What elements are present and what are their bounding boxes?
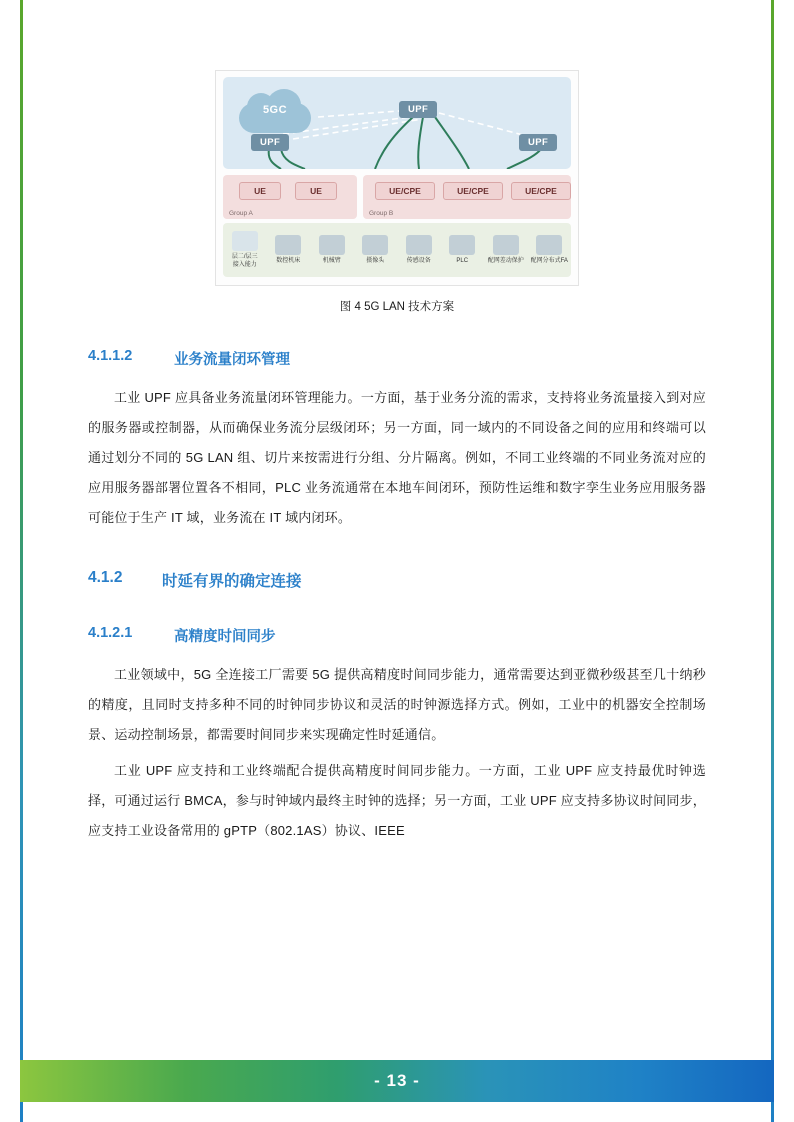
sensor-icon (406, 235, 432, 255)
heading-title-4-1-2-1: 高精度时间同步 (174, 629, 276, 645)
distributed-fa-icon (536, 235, 562, 255)
heading-4-1-1-2 (88, 348, 706, 369)
page-footer (20, 1060, 774, 1102)
figure-device-strip (223, 223, 571, 277)
grid-protection-icon (493, 235, 519, 255)
device-label-7: 配网分布式FA (530, 257, 568, 264)
group-b-node-0: UE/CPE (375, 182, 435, 200)
figure-caption: 图 4 5G LAN 技术方案 (339, 301, 455, 313)
robot-arm-icon (319, 235, 345, 255)
device-label-0b: 接入能力 (232, 261, 257, 268)
paragraph-4-1-2-1-1: 工业 UPF 应支持和工业终端配合提供高精度时间同步能力。一方面，工业 UPF 应支持最优时钟选择，可通过运行 BMCA，参与时钟域内最终主时钟的选择；另一方面，工业 UPF 应支持多协议时间同步，应支持工业设备常用的 gPTP（802.1AS）协议、IEEE (88, 763, 706, 838)
device-item-6 (484, 235, 528, 266)
figure-terminal-groups (223, 175, 571, 219)
heading-title-4-1-1-2: 业务流量闭环管理 (174, 352, 290, 368)
figure-block (88, 70, 706, 314)
device-label-0: 层二/层三 (231, 254, 258, 260)
group-b-label: Group B (369, 210, 394, 217)
page-right-rule (771, 0, 774, 1122)
upf-node-top: UPF (399, 101, 437, 118)
device-item-5 (441, 235, 485, 266)
heading-4-1-2 (88, 569, 706, 591)
heading-number-4-1-1-2: 4.1.1.2 (88, 348, 133, 364)
device-item-3 (354, 235, 398, 266)
device-item-4 (397, 235, 441, 266)
device-label-1: 数控机床 (276, 257, 301, 264)
page-content (88, 70, 706, 852)
page-number: - 13 - (374, 1071, 420, 1090)
upf-node-left: UPF (251, 134, 289, 151)
device-label-2: 机械臂 (322, 257, 341, 264)
device-item-2 (310, 235, 354, 266)
paragraph-4-1-2-1-0: 工业领域中，5G 全连接工厂需要 5G 提供高精度时间同步能力，通常需要达到亚微秒级甚至几十纳秒的精度，且同时支持多种不同的时钟同步协议和灵活的时钟源选择方式。例如，工业中的机器安全控制场景、运动控制场景，都需要时间同步来实现确定性时延通信。 (88, 667, 706, 742)
heading-number-4-1-2: 4.1.2 (88, 569, 123, 586)
cnc-machine-icon (275, 235, 301, 255)
heading-number-4-1-2-1: 4.1.2.1 (88, 625, 133, 641)
group-a-box (223, 175, 357, 219)
upf-node-right: UPF (519, 134, 557, 151)
heading-4-1-2-1 (88, 625, 706, 646)
figure-5g-lan-diagram (215, 70, 579, 286)
plc-icon (449, 235, 475, 255)
group-a-label: Group A (229, 210, 253, 217)
device-item-1 (267, 235, 311, 266)
heading-title-4-1-2: 时延有界的确定连接 (162, 573, 302, 590)
group-b-node-1: UE/CPE (443, 182, 503, 200)
network-layer-icon (232, 231, 258, 251)
group-b-node-2: UE/CPE (511, 182, 571, 200)
device-item-7 (528, 235, 572, 266)
figure-core-network-area (223, 77, 571, 169)
device-label-4: 传感设备 (406, 257, 431, 264)
device-item-0 (223, 231, 267, 269)
group-b-box (363, 175, 571, 219)
device-label-6: 配网差动保护 (487, 257, 524, 264)
paragraph-4-1-1-2-0: 工业 UPF 应具备业务流量闭环管理能力。一方面，基于业务分流的需求，支持将业务流量接入到对应的服务器或控制器，从而确保业务流分层级闭环；另一方面，同一域内的不同设备之间的应用和终端可以通过划分不同的 5G LAN 组、切片来按需进行分组、分片隔离。例如，不同工业终端的不同业务流对应的应用服务器部署位置各不相同，PLC 业务流通常在本地车间闭环，预防性运维和数字孪生业务应用服务器可能位于生产 IT 域，业务流在 IT 域内闭环。 (88, 390, 706, 525)
device-label-5: PLC (456, 257, 469, 264)
page-left-rule (20, 0, 23, 1122)
device-label-3: 摄像头 (366, 257, 385, 264)
group-a-node-0: UE (239, 182, 281, 200)
5gc-label: 5GC (262, 104, 288, 116)
group-a-node-1: UE (295, 182, 337, 200)
camera-icon (362, 235, 388, 255)
5gc-cloud-icon (239, 89, 311, 135)
